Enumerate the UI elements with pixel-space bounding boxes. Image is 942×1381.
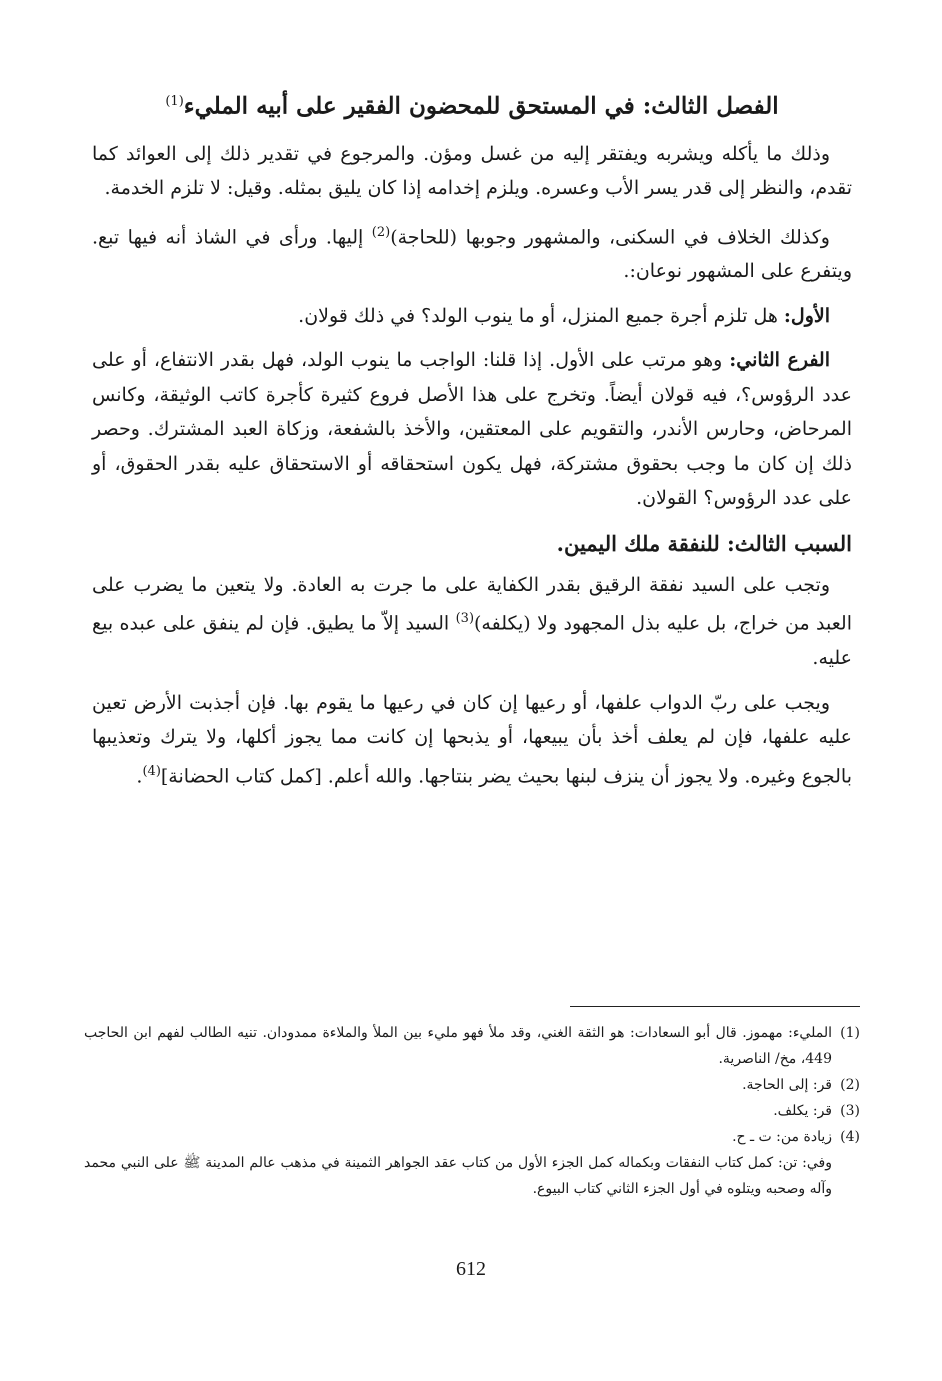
paragraph-6-text-a: ويجب على ربّ الدواب علفها، أو رعيها إن كان في رعيها ما يقوم بها. فإن أجذبت الأرض تعين عليه علفها، فإن لم يعلف أخذ بأن يبيعها، أو يذبحها إن كانت مما يجوز أكلها، ولا يترك وتعذيبها بالجوع وغيره. ولا يجوز أن ينزف لبنها بحيث يضر بنتاجها. والله أعلم. [كمل كتاب الحضانة]: [92, 691, 852, 788]
paragraph-2-text-a: وكذلك الخلاف في السكنى، والمشهور وجوبها (للحاجة): [390, 225, 830, 248]
chapter-heading-text: الفصل الثالث: في المستحق للمحضون الفقير على أبيه المليء: [183, 92, 779, 120]
footnote-divider: [570, 1006, 860, 1007]
paragraph-3-lead: الأول:: [783, 304, 830, 327]
chapter-heading: [92, 82, 852, 127]
footnote-item: [84, 1098, 860, 1124]
paragraph-3-text: هل تلزم أجرة جميع المنزل، أو ما ينوب الولد؟ في ذلك قولان.: [298, 304, 784, 327]
footnote-text: المليء: مهموز. قال أبو السعادات: هو الثقة الغني، وقد ملأ فهو مليء بين الملأ والملاءة ممدودان. تنيه الطالب لفهم ابن الحاجب 449، مخ/ الناصرية.: [84, 1025, 832, 1067]
footnote-number: (2): [840, 1077, 860, 1093]
paragraph-5: [92, 568, 852, 676]
paragraph-4-text: وهو مرتب على الأول. إذا قلنا: الواجب ما ينوب الولد، فهل بقدر الانتفاع، أو على عدد الرؤوس؟، فيه قولان أيضاً. وتخرج على هذا الأصل فروع كثيرة كأجرة كاتب الوثيقة، وكانس المرحاض، وحارس الأندر، والتقويم على المعتقين، والأخذ بالشفعة، وزكاة العبد المشترك. وحصر ذلك إن كان ما وجب بحقوق مشتركة، فهل يكون استحقاقه أو الاستحقاق عليه بقدر الحقوق، أو على عدد الرؤوس؟ القولان.: [92, 349, 852, 510]
section-subheading: السبب الثالث: للنفقة ملك اليمين.: [556, 530, 852, 556]
footnote-number: (1): [840, 1025, 860, 1041]
footnote-ref-4: (4): [142, 763, 161, 779]
footnote-item: [84, 1072, 860, 1098]
paragraph-2-text-b: إليها. ورأى في الشاذ أنه فيها تبع. ويتفرع على المشهور نوعان:.: [92, 225, 852, 283]
paragraph-5-text-b: السيد إلاّ ما يطيق. فإن لم ينفق على عبده بيع عليه.: [92, 612, 852, 670]
footnote-ref-1: (1): [165, 94, 184, 109]
paragraph-6: [92, 686, 852, 794]
footnote-number: (3): [840, 1103, 860, 1119]
footnote-text: زيادة من: ت ـ ح.: [732, 1129, 832, 1145]
footnote-number: (4): [840, 1129, 860, 1145]
footnote-text: قر: إلى الحاجة.: [742, 1077, 832, 1093]
paragraph-5-text-a: وتجب على السيد نفقة الرقيق بقدر الكفاية على ما جرت به العادة. ولا يتعين ما يضرب على العبد من خراج، بل عليه بذل المجهود ولا (يكلفه): [92, 573, 852, 635]
paragraph-3: [92, 299, 852, 334]
paragraph-6-text-b: .: [136, 765, 143, 788]
main-text: [92, 82, 852, 804]
footnote-ref-3: (3): [455, 611, 475, 627]
footnote-text: قر: يكلف.: [773, 1103, 832, 1119]
footnote-item: [84, 1020, 860, 1072]
paragraph-4: [92, 343, 852, 516]
paragraph-1: وذلك ما يأكله ويشربه ويفتقر إليه من غسل ومؤن. والمرجوع في تقدير ذلك إلى العوائد كما تقدم، والنظر إلى قدر يسر الأب وعسره. ويلزم إخدامه إذا كان يليق بمثله. وقيل: لا تلزم الخدمة.: [92, 142, 852, 200]
paragraph-2: [92, 216, 852, 289]
footnote-ref-2: (2): [371, 224, 391, 240]
paragraph-4-lead: الفرع الثاني:: [729, 349, 831, 372]
footnote-item: [84, 1124, 860, 1150]
footnote-continuation: وفي: تن: كمل كتاب النفقات وبكماله كمل الجزء الأول من كتاب عقد الجواهر الثمينة في مذهب عالم المدينة ﷺ على النبي محمد وآله وصحبه ويتلوه في أول الجزء الثاني كتاب البيوع.: [84, 1155, 832, 1197]
footnotes: [84, 1006, 860, 1202]
page-number: 612: [456, 1258, 486, 1280]
